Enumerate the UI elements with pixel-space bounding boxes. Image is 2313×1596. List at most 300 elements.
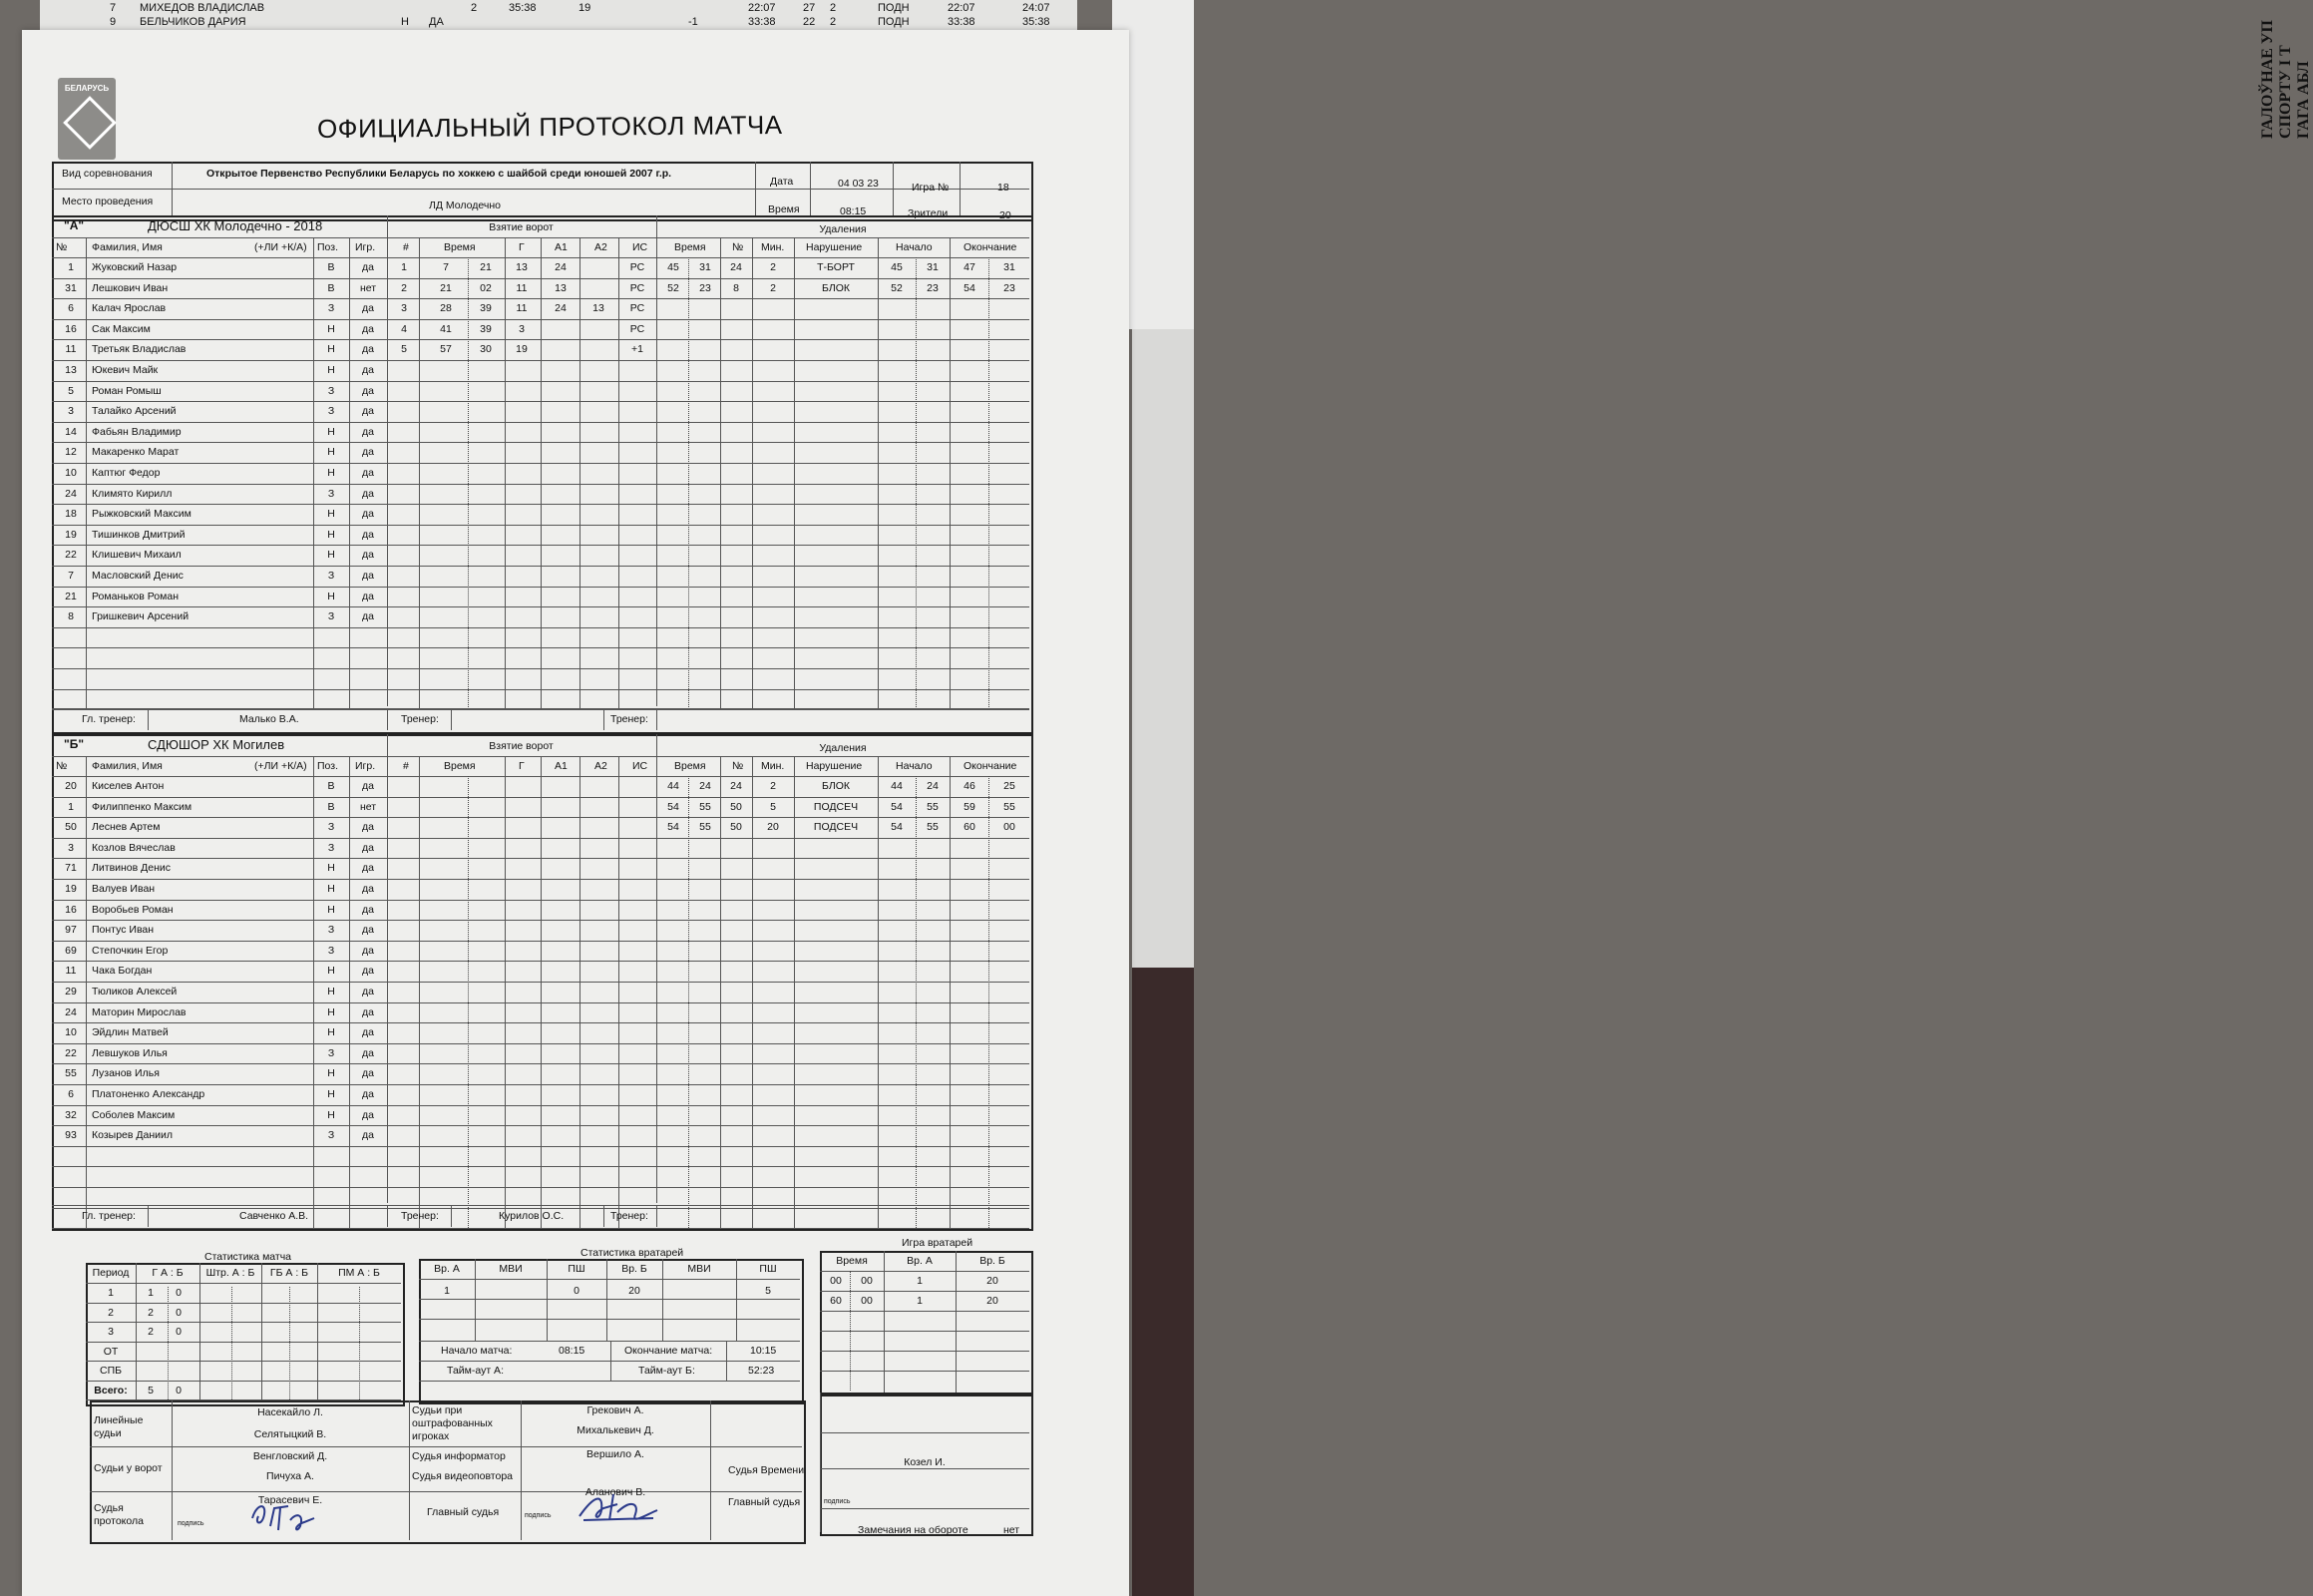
goalie-play-a: 1 — [917, 1295, 923, 1307]
penalty-player: 24 — [730, 780, 742, 792]
scorekeeper-signature — [244, 1496, 324, 1536]
grid-line — [878, 756, 879, 1228]
player-played: да — [362, 405, 374, 418]
grid-line — [86, 1361, 401, 1362]
venue-label: Место проведения — [62, 196, 154, 207]
column-header: Г — [519, 241, 525, 253]
player-played: да — [362, 1026, 374, 1039]
goal-number: 3 — [401, 302, 407, 315]
goal-judge-name: Пичуха А. — [266, 1470, 314, 1482]
player-name: Киселев Антон — [92, 780, 165, 792]
player-played: да — [362, 1088, 374, 1100]
signature-label: подпись — [525, 1512, 552, 1519]
column-header: (+ЛИ +К/А) — [254, 241, 307, 253]
grid-line — [752, 756, 753, 1228]
player-name: Маторин Мирослав — [92, 1005, 187, 1018]
player-position: З — [327, 487, 335, 500]
grid-line — [387, 215, 388, 706]
column-header: А2 — [594, 241, 607, 253]
grid-line — [261, 1263, 262, 1402]
goal-second: 39 — [480, 302, 492, 315]
grid-line — [419, 1341, 800, 1342]
dotted-separator — [988, 776, 989, 1228]
player-number: 22 — [65, 1046, 77, 1059]
grid-line — [820, 1311, 1029, 1312]
head-coach-label: Гл. тренер: — [82, 713, 136, 725]
date-label: Дата — [770, 176, 794, 188]
player-played: да — [362, 508, 374, 521]
grid-line — [419, 1279, 800, 1280]
goal-situation: РС — [629, 261, 645, 273]
stats-header: ПМ А : Б — [338, 1267, 380, 1279]
goalie-play-second: 00 — [861, 1295, 873, 1307]
player-number: 3 — [68, 405, 74, 418]
penalty-start-sec: 55 — [927, 800, 939, 813]
bg-cell: 35:38 — [1022, 16, 1050, 28]
player-number: 18 — [65, 508, 77, 521]
penalty-violation: Т-БОРТ — [817, 261, 855, 273]
grid-line — [710, 1400, 711, 1540]
player-played: да — [362, 903, 374, 916]
side-text-line: ГАГА АБЛ — [2295, 61, 2312, 139]
grid-line — [86, 237, 87, 709]
grid-line — [419, 1361, 800, 1362]
player-name: Лешкович Иван — [92, 281, 169, 294]
player-position: Н — [327, 343, 335, 356]
player-number: 13 — [65, 364, 77, 376]
player-position: Н — [327, 1026, 335, 1039]
player-played: да — [362, 343, 374, 356]
goalie-play-header: Вр. А — [907, 1255, 933, 1267]
signature-label: подпись — [178, 1520, 204, 1527]
dotted-separator — [850, 1271, 851, 1391]
grid-line — [656, 734, 657, 1203]
penalty-end-min: 54 — [964, 281, 975, 294]
goal-assist1: 13 — [555, 281, 567, 294]
column-header: № — [56, 241, 68, 253]
column-header: Мин. — [761, 760, 785, 772]
player-position: Н — [327, 364, 335, 376]
referee-name: Аланович В. — [584, 1486, 646, 1498]
team_b-letter: "Б" — [64, 737, 85, 751]
goal-assist2: 13 — [592, 302, 604, 315]
belarus-logo — [58, 78, 116, 160]
player-name: Литвинов Денис — [92, 862, 172, 875]
grid-line — [86, 1283, 401, 1284]
player-number: 10 — [65, 467, 77, 479]
player-position: З — [327, 1129, 335, 1142]
penalty-start-min: 54 — [891, 821, 903, 834]
goal-minute: 7 — [443, 261, 449, 273]
player-position: Н — [327, 322, 335, 335]
player-position: В — [327, 800, 335, 813]
grid-line — [419, 756, 420, 1228]
goal-situation: РС — [629, 302, 645, 315]
player-number: 97 — [65, 924, 77, 937]
goalie-stats-header: МВИ — [499, 1263, 523, 1275]
penalty-start-min: 44 — [891, 780, 903, 792]
scorekeeper-label: Судья протокола — [94, 1502, 144, 1527]
match-end-value: 10:15 — [750, 1345, 777, 1357]
chief-referee-label: Главный судья — [728, 1496, 801, 1508]
player-played: да — [362, 322, 374, 335]
stats-header: Г А : Б — [152, 1267, 184, 1279]
bg-cell: ДА — [429, 16, 444, 28]
stats-goals-b: 0 — [176, 1306, 182, 1319]
player-played: да — [362, 487, 374, 500]
dotted-separator — [688, 257, 689, 709]
player-played: да — [362, 780, 374, 792]
column-header: Фамилия, Имя — [92, 241, 163, 253]
dotted-separator — [916, 257, 917, 709]
penalty-minutes: 2 — [770, 281, 776, 294]
bg-cell: 9 — [110, 16, 117, 28]
grid-line — [136, 1263, 137, 1402]
grid-line — [541, 237, 542, 709]
player-name: Соболев Максим — [92, 1108, 176, 1121]
player-name: Лузанов Илья — [92, 1067, 160, 1080]
player-name: Талайко Арсений — [92, 405, 177, 418]
player-position: З — [327, 924, 335, 937]
player-number: 19 — [65, 528, 77, 541]
goal-scorer: 11 — [516, 302, 528, 315]
player-played: да — [362, 261, 374, 273]
spectators-value: 20 — [999, 209, 1011, 221]
column-header: Окончание — [964, 241, 1017, 253]
penalties-header: Удаления — [819, 742, 867, 754]
player-played: да — [362, 965, 374, 978]
goal-second: 39 — [480, 322, 492, 335]
penalty-start-sec: 31 — [927, 261, 939, 273]
goalie-stats-header: ПШ — [568, 1263, 585, 1275]
timeout-a-label: Тайм-аут А: — [447, 1365, 504, 1377]
goalie-stats-box — [419, 1259, 804, 1404]
player-number: 19 — [65, 883, 77, 895]
video-label: Судья видеоповтора — [412, 1470, 514, 1482]
document-title: ОФИЦИАЛЬНЫЙ ПРОТОКОЛ МАТЧА — [316, 109, 783, 145]
side-text-line: ГАЛОЎНАЕ УП — [2259, 20, 2276, 139]
player-number: 3 — [68, 841, 74, 854]
column-header: # — [403, 241, 409, 253]
column-header: Нарушение — [806, 241, 863, 253]
timeout-b-value: 52:23 — [748, 1365, 775, 1377]
stats-header: Штр. А : Б — [205, 1267, 255, 1279]
goal-situation: РС — [629, 322, 645, 335]
column-header: А2 — [594, 760, 607, 772]
grid-line — [52, 708, 1029, 709]
player-name: Роман Ромыш — [92, 384, 162, 397]
game-value: 18 — [997, 182, 1009, 194]
goals-header: Взятие ворот — [489, 221, 554, 233]
penalty-second: 31 — [699, 261, 711, 273]
stats-goals-a: 2 — [148, 1326, 154, 1338]
background-paper-right-lower — [1132, 329, 1194, 968]
bg-cell: 22:07 — [748, 2, 776, 14]
bg-cell: 27 — [803, 2, 816, 14]
player-name: Тюликов Алексей — [92, 986, 178, 998]
stats-period: 1 — [108, 1287, 114, 1299]
goal-minute: 41 — [440, 322, 452, 335]
grid-line — [172, 162, 173, 217]
grid-line — [794, 237, 795, 709]
penalty-box-label: Судьи при оштрафованных игроках — [412, 1404, 493, 1442]
grid-line — [794, 756, 795, 1228]
player-played: да — [362, 924, 374, 937]
grid-line — [409, 1400, 410, 1540]
informer-label: Судья информатор — [412, 1450, 506, 1462]
penalty-end-sec: 25 — [1003, 780, 1015, 792]
head-coach-label: Гл. тренер: — [82, 1210, 136, 1222]
grid-line — [86, 1342, 401, 1343]
player-name: Левшуков Илья — [92, 1046, 168, 1059]
player-number: 1 — [68, 261, 74, 273]
goal-second: 02 — [480, 281, 492, 294]
goal-second: 21 — [480, 261, 492, 273]
goal-situation: РС — [629, 281, 645, 294]
dotted-separator — [688, 776, 689, 1228]
player-position: Н — [327, 862, 335, 875]
grid-line — [419, 1381, 800, 1382]
penalty-start-min: 45 — [891, 261, 903, 273]
grid-line — [820, 1331, 1029, 1332]
coach-label: Тренер: — [401, 1210, 439, 1222]
goalie-play-header: Время — [836, 1255, 868, 1267]
player-name: Рыжковский Максим — [92, 508, 192, 521]
player-played: да — [362, 528, 374, 541]
player-position: З — [327, 1046, 335, 1059]
penalty-end-min: 46 — [964, 780, 975, 792]
column-header: Время — [674, 760, 706, 772]
player-number: 31 — [65, 281, 77, 294]
player-position: В — [327, 281, 335, 294]
player-played: да — [362, 610, 374, 623]
player-position: Н — [327, 508, 335, 521]
player-name: Калач Ярослав — [92, 302, 167, 315]
goal-judge-name: Венгловский Д. — [252, 1450, 328, 1462]
player-position: В — [327, 261, 335, 273]
player-played: да — [362, 446, 374, 459]
column-header: ИС — [632, 760, 648, 772]
bg-cell: 7 — [110, 2, 117, 14]
player-played: да — [362, 1005, 374, 1018]
player-position: Н — [327, 528, 335, 541]
grid-line — [656, 708, 657, 730]
player-position: Н — [327, 1005, 335, 1018]
remarks-value: нет — [1003, 1524, 1020, 1536]
grid-line — [603, 708, 604, 730]
column-header: Нарушение — [806, 760, 863, 772]
grid-line — [720, 756, 721, 1228]
player-number: 11 — [65, 343, 77, 356]
column-header: Игр. — [355, 241, 376, 253]
goal-minute: 21 — [440, 281, 452, 294]
player-number: 1 — [68, 800, 74, 813]
player-name: Козырев Даниил — [92, 1129, 173, 1142]
player-name: Каптюг Федор — [92, 467, 161, 479]
player-position: Н — [327, 986, 335, 998]
player-played: да — [362, 1129, 374, 1142]
stats-goals-a: 1 — [148, 1287, 154, 1299]
goal-situation: +1 — [631, 343, 643, 356]
match-stats-title: Статистика матча — [204, 1251, 292, 1263]
goalie-play-header: Вр. Б — [979, 1255, 1005, 1267]
penalty-second: 55 — [699, 800, 711, 813]
goal-scorer: 11 — [516, 281, 528, 294]
penalty-end-min: 60 — [964, 821, 975, 834]
timekeeper-label: Судья Времени — [728, 1464, 805, 1476]
stats-period: 2 — [108, 1306, 114, 1319]
grid-line — [52, 1228, 1029, 1229]
penalty-minutes: 2 — [770, 780, 776, 792]
player-number: 50 — [65, 821, 77, 834]
spectators-label: Зрители — [908, 207, 949, 219]
column-header: Окончание — [964, 760, 1017, 772]
grid-line — [419, 1319, 800, 1320]
scorekeeper-name: Тарасевич Е. — [257, 1494, 323, 1506]
grid-line — [86, 756, 87, 1228]
grid-line — [349, 756, 350, 1228]
stats-goals-b: 0 — [176, 1384, 182, 1396]
ornament-icon — [63, 96, 117, 150]
penalty-box-judge: Михалькевич Д. — [577, 1424, 654, 1436]
dotted-separator — [231, 1287, 232, 1401]
player-position: Н — [327, 1088, 335, 1100]
grid-line — [656, 215, 657, 706]
player-played: да — [362, 302, 374, 315]
grid-line — [199, 1263, 200, 1402]
player-name: Козлов Вячеслав — [92, 841, 176, 854]
penalty-end-sec: 23 — [1003, 281, 1015, 294]
player-position: В — [327, 780, 335, 792]
grid-line — [148, 708, 149, 730]
head-coach-name: Малько В.А. — [239, 713, 299, 725]
penalty-box-judge: Грекович А. — [586, 1404, 644, 1416]
grid-line — [878, 237, 879, 709]
player-name: Масловский Денис — [92, 570, 184, 582]
grid-line — [820, 1371, 1029, 1372]
stats-goals-a: 2 — [148, 1306, 154, 1319]
player-name: Платоненко Александр — [92, 1088, 205, 1100]
grid-line — [505, 756, 506, 1228]
bg-cell: МИХЕДОВ ВЛАДИСЛАВ — [140, 2, 265, 14]
player-number: 14 — [65, 425, 77, 438]
referee-label: Главный судья — [427, 1506, 500, 1518]
player-number: 10 — [65, 1026, 77, 1039]
player-position: Н — [327, 1067, 335, 1080]
goal-second: 30 — [480, 343, 492, 356]
grid-line — [86, 1303, 401, 1304]
match-start-label: Начало матча: — [441, 1345, 513, 1357]
grid-line — [148, 1205, 149, 1227]
player-number: 6 — [68, 1088, 74, 1100]
timekeeper-name: Козел И. — [904, 1456, 946, 1468]
goalie-stats-cell: 20 — [628, 1285, 640, 1297]
goal-number: 1 — [401, 261, 407, 273]
player-played: да — [362, 1067, 374, 1080]
penalty-player: 50 — [730, 800, 742, 813]
coach-label: Тренер: — [610, 713, 648, 725]
penalty-violation: ПОДСЕЧ — [813, 800, 859, 813]
penalty-start-sec: 24 — [927, 780, 939, 792]
column-header: Время — [444, 760, 476, 772]
penalty-start-sec: 23 — [927, 281, 939, 294]
bg-cell: 22 — [803, 16, 816, 28]
grid-line — [618, 237, 619, 709]
remarks-label: Замечания на обороте — [858, 1524, 968, 1536]
grid-line — [505, 237, 506, 709]
player-played: да — [362, 944, 374, 957]
penalty-second: 24 — [699, 780, 711, 792]
player-name: Степочкин Егор — [92, 944, 169, 957]
time-value: 08:15 — [840, 205, 867, 217]
goalie-play-title: Игра вратарей — [902, 1237, 973, 1249]
column-header: Время — [444, 241, 476, 253]
player-number: 20 — [65, 780, 77, 792]
player-played: да — [362, 549, 374, 562]
grid-line — [90, 1446, 802, 1447]
player-number: 32 — [65, 1108, 77, 1121]
goal-assist1: 24 — [555, 261, 567, 273]
goal-scorer: 19 — [516, 343, 528, 356]
match-end-label: Окончание матча: — [624, 1345, 713, 1357]
player-played: да — [362, 1108, 374, 1121]
penalty-minute: 52 — [667, 281, 679, 294]
player-position: Н — [327, 883, 335, 895]
bg-cell: 2 — [830, 2, 837, 14]
penalty-second: 55 — [699, 821, 711, 834]
signature-label: подпись — [824, 1498, 851, 1505]
grid-line — [579, 237, 580, 709]
grid-line — [86, 1381, 401, 1382]
goal-scorer: 13 — [516, 261, 528, 273]
bg-cell: 24:07 — [1022, 2, 1050, 14]
grid-line — [820, 1432, 1029, 1433]
player-name: Климято Кирилл — [92, 487, 173, 500]
player-number: 16 — [65, 903, 77, 916]
grid-line — [960, 162, 961, 217]
column-header: ИС — [632, 241, 648, 253]
goalie-stats-cell: 1 — [444, 1285, 450, 1297]
penalty-end-sec: 31 — [1003, 261, 1015, 273]
grid-line — [618, 756, 619, 1228]
coach-label: Тренер: — [610, 1210, 648, 1222]
player-number: 29 — [65, 986, 77, 998]
goalie-stats-title: Статистика вратарей — [580, 1247, 684, 1259]
linesman-name: Селятыцкий В. — [253, 1428, 327, 1440]
goalie-stats-header: МВИ — [687, 1263, 711, 1275]
bg-cell: 33:38 — [948, 16, 975, 28]
grid-line — [86, 1322, 401, 1323]
player-number: 16 — [65, 322, 77, 335]
stats-period: СПБ — [99, 1365, 123, 1377]
dotted-separator — [988, 257, 989, 709]
player-number: 93 — [65, 1129, 77, 1142]
grid-line — [603, 1205, 604, 1227]
penalty-violation: БЛОК — [821, 780, 851, 792]
grid-line — [349, 237, 350, 709]
team_a-name: ДЮСШ ХК Молодечно - 2018 — [148, 218, 323, 233]
goal-minute: 28 — [440, 302, 452, 315]
player-name: Филиппенко Максим — [92, 800, 193, 813]
player-played: да — [362, 986, 374, 998]
player-position: З — [327, 610, 335, 623]
player-played: да — [362, 883, 374, 895]
grid-line — [820, 1351, 1029, 1352]
venue-value: ЛД Молодечно — [429, 200, 501, 211]
column-header: № — [56, 760, 68, 772]
player-number: 21 — [65, 590, 77, 602]
grid-line — [419, 1299, 800, 1300]
